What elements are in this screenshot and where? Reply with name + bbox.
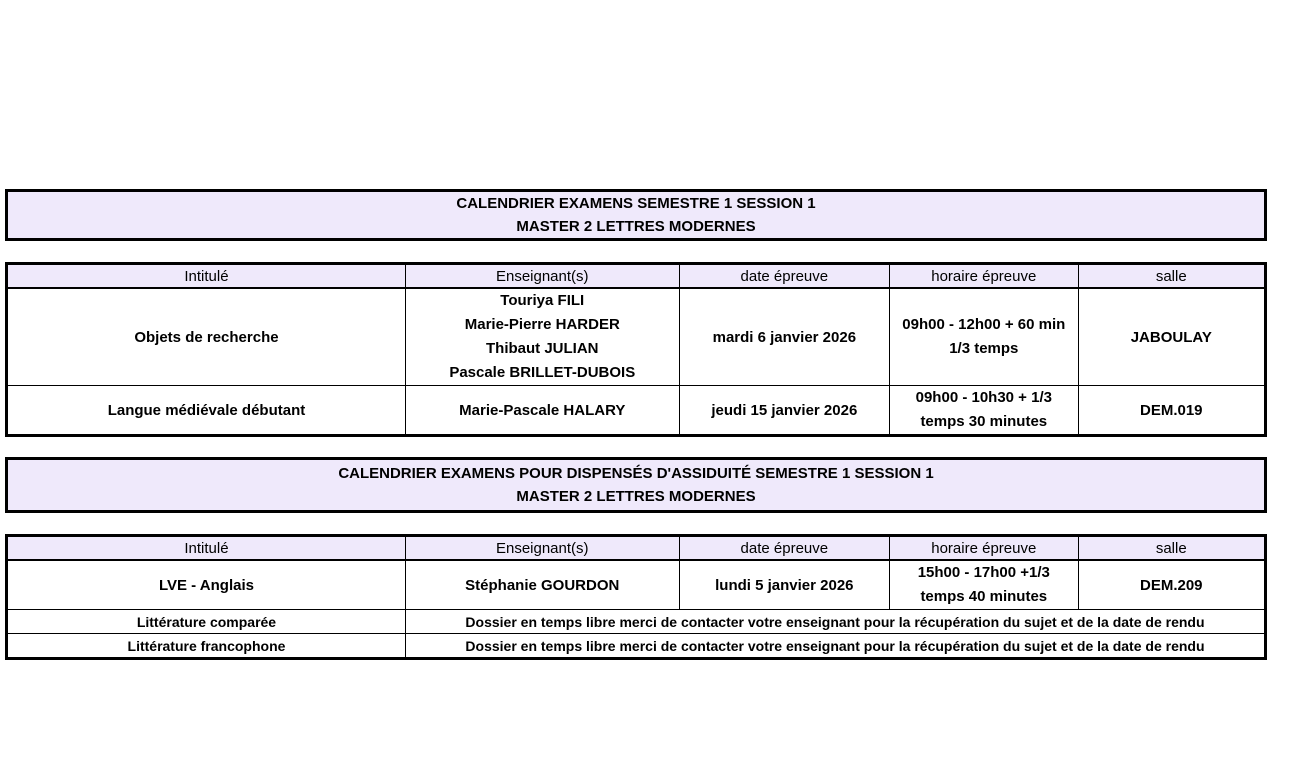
- cell-intitule: Langue médiévale débutant: [7, 386, 406, 436]
- cell-horaire: [890, 386, 1078, 436]
- cell-intitule: Littérature comparée: [7, 610, 406, 634]
- header-horaire: horaire épreuve: [890, 536, 1078, 561]
- table-row-dossier: [7, 634, 1266, 659]
- horaire-line: 15h00 - 17h00 +1/3: [917, 564, 1050, 581]
- cell-salle: DEM.209: [1078, 560, 1265, 610]
- exam-table-session-1: [5, 262, 1267, 437]
- cell-dossier-note: Dossier en temps libre merci de contacter votre enseignant pour la récupération du sujet et de la date de rendu: [405, 634, 1265, 659]
- cell-enseignants: Marie-Pascale HALARY: [405, 386, 679, 436]
- table-header-row: [7, 264, 1266, 289]
- section-1-title-line-1: CALENDRIER EXAMENS SEMESTRE 1 SESSION 1: [456, 195, 816, 212]
- section-1-title-banner: [5, 189, 1267, 241]
- cell-enseignants: Stéphanie GOURDON: [405, 560, 679, 610]
- horaire-line: 09h00 - 10h30 + 1/3: [915, 389, 1052, 406]
- table-row: [7, 560, 1266, 610]
- header-enseignants: Enseignant(s): [405, 536, 679, 561]
- table-row-dossier: [7, 610, 1266, 634]
- cell-enseignants: [405, 288, 679, 386]
- section-2-title-banner: [5, 457, 1267, 513]
- header-enseignants: Enseignant(s): [405, 264, 679, 289]
- section-1-title-line-2: MASTER 2 LETTRES MODERNES: [516, 218, 756, 235]
- horaire-line: 1/3 temps: [949, 340, 1019, 357]
- teacher-name: Marie-Pierre HARDER: [464, 316, 620, 333]
- cell-intitule: Littérature francophone: [7, 634, 406, 659]
- horaire-line: 09h00 - 12h00 + 60 min: [902, 316, 1066, 333]
- section-2-title-line-2: MASTER 2 LETTRES MODERNES: [516, 488, 756, 505]
- cell-salle: DEM.019: [1078, 386, 1265, 436]
- header-salle: salle: [1078, 264, 1265, 289]
- header-salle: salle: [1078, 536, 1265, 561]
- teacher-name: Pascale BRILLET-DUBOIS: [449, 364, 636, 381]
- cell-date: lundi 5 janvier 2026: [679, 560, 890, 610]
- cell-intitule: LVE - Anglais: [7, 560, 406, 610]
- teacher-name: Thibaut JULIAN: [486, 340, 599, 357]
- table-row: [7, 386, 1266, 436]
- cell-dossier-note: Dossier en temps libre merci de contacter votre enseignant pour la récupération du sujet et de la date de rendu: [405, 610, 1265, 634]
- header-date: date épreuve: [679, 536, 890, 561]
- cell-horaire: [890, 288, 1078, 386]
- cell-horaire: [890, 560, 1078, 610]
- exam-table-dispenses: [5, 534, 1267, 660]
- cell-salle: JABOULAY: [1078, 288, 1265, 386]
- table-row: [7, 288, 1266, 386]
- teacher-name: Touriya FILI: [500, 292, 585, 309]
- header-horaire: horaire épreuve: [890, 264, 1078, 289]
- cell-date: jeudi 15 janvier 2026: [679, 386, 890, 436]
- header-intitule: Intitulé: [7, 264, 406, 289]
- section-2-title-line-1: CALENDRIER EXAMENS POUR DISPENSÉS D'ASSIDUITÉ SEMESTRE 1 SESSION 1: [338, 465, 934, 482]
- horaire-line: temps 30 minutes: [920, 413, 1048, 430]
- cell-intitule: Objets de recherche: [7, 288, 406, 386]
- cell-date: mardi 6 janvier 2026: [679, 288, 890, 386]
- header-intitule: Intitulé: [7, 536, 406, 561]
- table-header-row: [7, 536, 1266, 561]
- header-date: date épreuve: [679, 264, 890, 289]
- horaire-line: temps 40 minutes: [920, 588, 1048, 605]
